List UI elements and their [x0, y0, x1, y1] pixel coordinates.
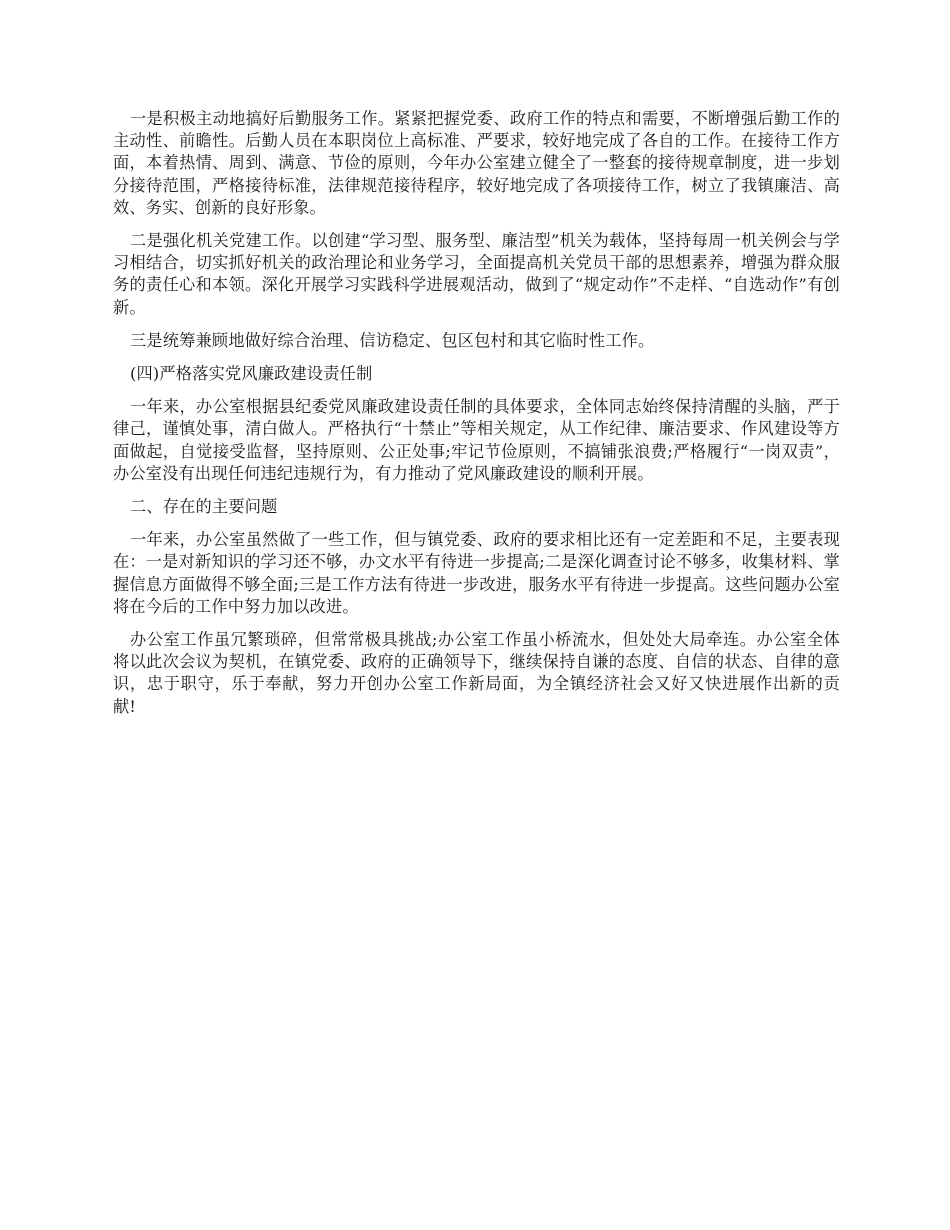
section-heading-problems: 二、存在的主要问题	[130, 497, 278, 517]
paragraph-comprehensive-governance: 三是统筹兼顾地做好综合治理、信访稳定、包区包村和其它临时性工作。	[130, 330, 655, 350]
paragraph-party-building: 二是强化机关党建工作。以创建“学习型、服务型、廉洁型”机关为载体，坚持每周一机关例会与学习相结合，切实抓好机关的政治理论和业务学习，全面提高机关党员干部的思想素养，增强为群众服务的责任心和本领。深化开展学习实践科学进展观活动，做到了“规定动作”不走样、“自选动作”有创新。	[113, 231, 840, 317]
paragraph-logistics-service: 一是积极主动地搞好后勤服务工作。紧紧把握党委、政府工作的特点和需要，不断增强后勤工作的主动性、前瞻性。后勤人员在本职岗位上高标准、严要求，较好地完成了各自的工作。在接待工作方面，本着热情、周到、满意、节俭的原则，今年办公室建立健全了一整套的接待规章制度，进一步划分接待范围，严格接待标准，法律规范接待程序，较好地完成了各项接待工作，树立了我镇廉洁、高效、务实、创新的良好形象。	[113, 109, 840, 217]
section-heading-integrity: (四)严格落实党风廉政建设责任制	[130, 364, 373, 384]
paragraph-integrity-responsibility: 一年来，办公室根据县纪委党风廉政建设责任制的具体要求，全体同志始终保持清醒的头脑，严于律己，谨慎处事，清白做人。严格执行“十禁止”等相关规定，从工作纪律、廉洁要求、作风建设等方面做起，自觉接受监督，坚持原则、公正处事;牢记节俭原则，不搞铺张浪费;严格履行“一岗双责”，办公室没有出现任何违纪违规行为，有力推动了党风廉政建设的顺利开展。	[113, 397, 840, 483]
paragraph-main-problems: 一年来，办公室虽然做了一些工作，但与镇党委、政府的要求相比还有一定差距和不足，主要表现在：一是对新知识的学习还不够，办文水平有待进一步提高;二是深化调查讨论不够多，收集材料、掌握信息方面做得不够全面;三是工作方法有待进一步改进，服务水平有待进一步提高。这些问题办公室将在今后的工作中努力加以改进。	[113, 530, 840, 616]
document-body	[113, 108, 840, 729]
paragraph-conclusion: 办公室工作虽冗繁琐碎，但常常极具挑战;办公室工作虽小桥流水，但处处大局牵连。办公室全体将以此次会议为契机，在镇党委、政府的正确领导下，继续保持自谦的态度、自信的状态、自律的意识，忠于职守，乐于奉献，努力开创办公室工作新局面，为全镇经济社会又好又快进展作出新的贡献!	[113, 630, 840, 716]
